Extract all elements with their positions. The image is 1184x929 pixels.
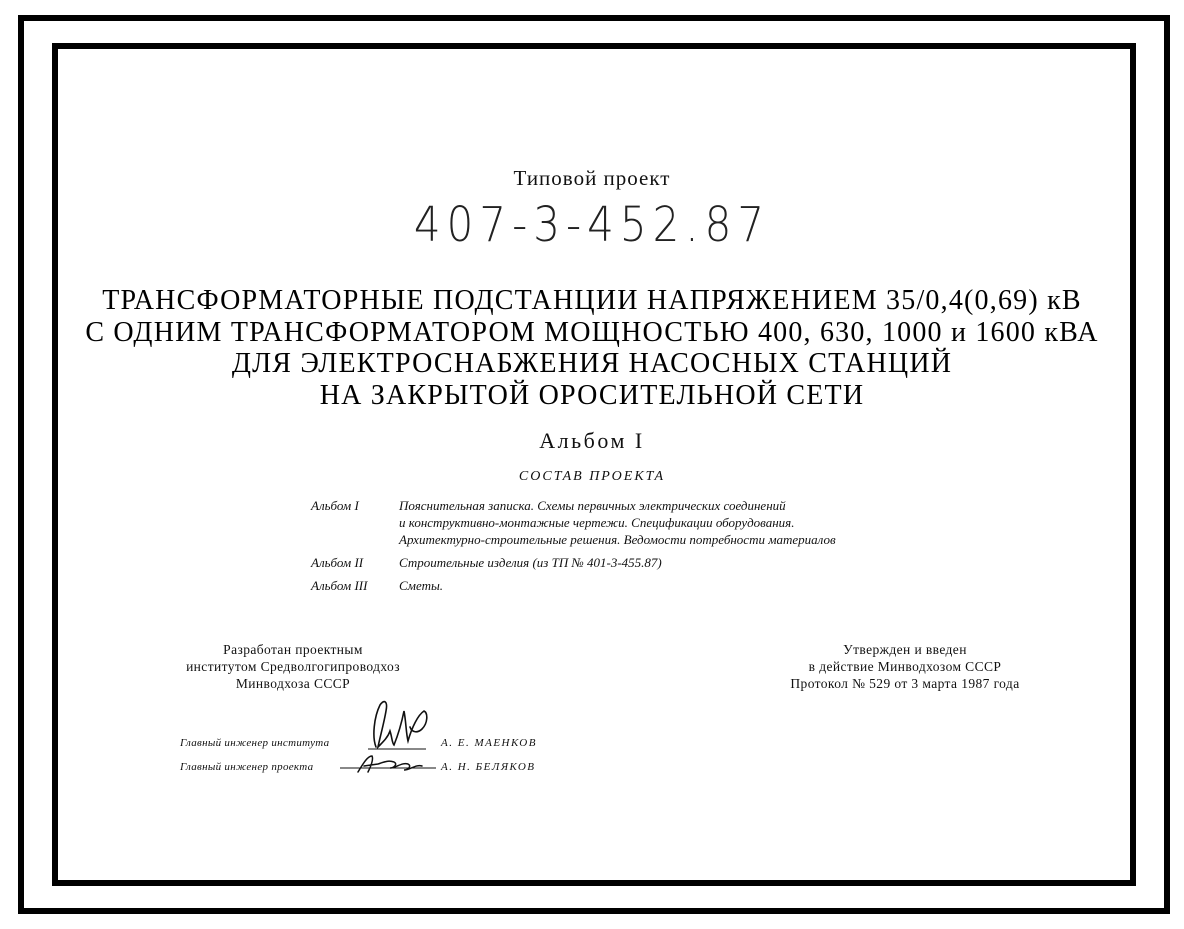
composition-item-key: Альбом II bbox=[311, 555, 364, 570]
composition-list bbox=[311, 497, 836, 594]
approval-block bbox=[745, 641, 1065, 692]
approval-line: Утвержден и введен bbox=[843, 642, 967, 657]
composition-item-key: Альбом I bbox=[311, 498, 359, 513]
approval-line: в действие Минводхозом СССР bbox=[808, 659, 1002, 674]
composition-item bbox=[311, 497, 836, 548]
signature-mark-chief-project bbox=[338, 752, 442, 776]
composition-line: Пояснительная записка. Схемы первичных электрических соединений bbox=[399, 498, 786, 513]
project-number: 407-3-452.87 bbox=[413, 196, 771, 253]
composition-item-text bbox=[399, 554, 662, 571]
title-line: ТРАНСФОРМАТОРНЫЕ ПОДСТАНЦИИ НАПРЯЖЕНИЕМ 35/0,4(0,69) кВ bbox=[102, 285, 1082, 316]
composition-line: Сметы. bbox=[399, 578, 444, 593]
signature-name: А. Е. МАЕНКОВ bbox=[441, 737, 537, 749]
composition-item-text bbox=[399, 497, 836, 548]
developer-line: Разработан проектным bbox=[223, 642, 363, 657]
composition-line: Строительные изделия (из ТП № 401-3-455.87) bbox=[399, 555, 662, 570]
composition-line: Архитектурно-строительные решения. Ведомости потребности материалов bbox=[399, 532, 836, 547]
title-line: С ОДНИМ ТРАНСФОРМАТОРОМ МОЩНОСТЬЮ 400, 630, 1000 и 1600 кВА bbox=[85, 316, 1099, 348]
signature-role: Главный инженер проекта bbox=[180, 761, 314, 773]
album-label: Альбом I bbox=[539, 428, 645, 453]
title-line: ДЛЯ ЭЛЕКТРОСНАБЖЕНИЯ НАСОСНЫХ СТАНЦИЙ bbox=[231, 348, 953, 379]
signature-role: Главный инженер института bbox=[180, 737, 330, 749]
composition-item-key: Альбом III bbox=[311, 578, 368, 593]
composition-heading: СОСТАВ ПРОЕКТА bbox=[518, 469, 666, 484]
signature-name: А. Н. БЕЛЯКОВ bbox=[441, 761, 536, 773]
approval-line: Протокол № 529 от 3 марта 1987 года bbox=[790, 676, 1020, 691]
composition-item bbox=[311, 554, 836, 571]
developer-line: институтом Средволгогипроводхоз bbox=[186, 659, 400, 674]
developer-line: Минводхоза СССР bbox=[235, 676, 351, 691]
composition-item bbox=[311, 577, 836, 594]
project-type-label: Типовой проект bbox=[513, 166, 671, 190]
composition-item-text bbox=[399, 577, 443, 594]
title-line: НА ЗАКРЫТОЙ ОРОСИТЕЛЬНОЙ СЕТИ bbox=[319, 379, 865, 411]
signature-mark-chief-institute bbox=[362, 697, 434, 753]
developer-block bbox=[148, 641, 438, 692]
document-title bbox=[0, 285, 1184, 411]
composition-line: и конструктивно-монтажные чертежи. Спецификации оборудования. bbox=[399, 515, 795, 530]
